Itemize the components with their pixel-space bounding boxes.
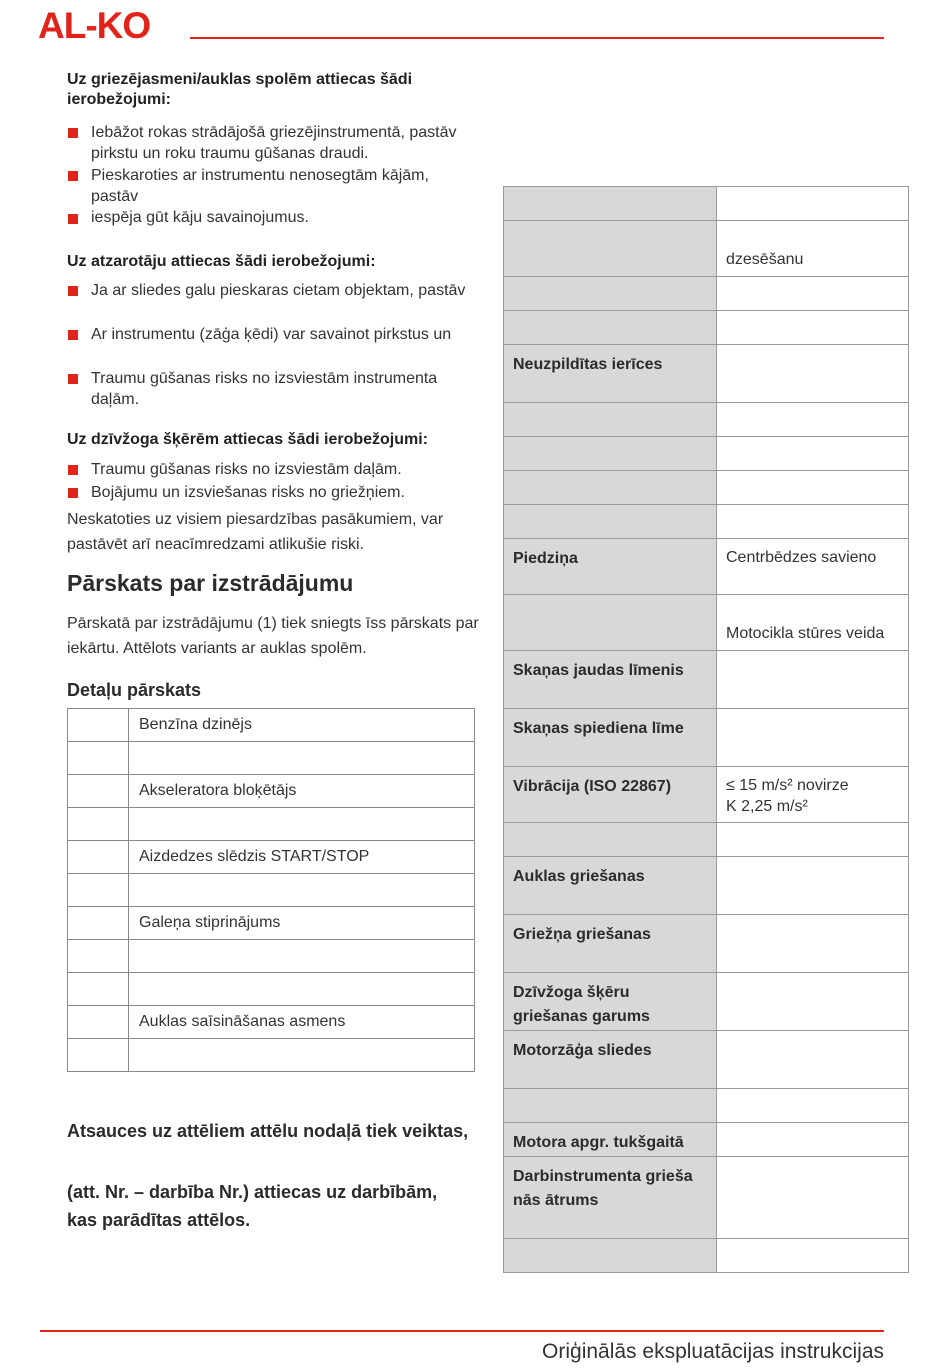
spec-label-cell: Vibrācija (ISO 22867) xyxy=(504,767,717,823)
spec-label-cell xyxy=(504,823,717,857)
bullet-square-icon xyxy=(68,214,78,224)
spec-label-cell xyxy=(504,505,717,539)
details-name-cell xyxy=(129,808,475,841)
spec-row xyxy=(504,1089,909,1123)
spec-row xyxy=(504,857,909,915)
details-name-cell: Benzīna dzinējs xyxy=(129,709,475,742)
spec-row xyxy=(504,471,909,505)
details-row xyxy=(68,841,475,874)
spec-label-cell xyxy=(504,1239,717,1273)
details-row xyxy=(68,907,475,940)
details-number-cell xyxy=(68,742,129,775)
spec-value-cell xyxy=(717,915,909,973)
details-number-cell xyxy=(68,907,129,940)
header-rule xyxy=(190,37,884,39)
details-row xyxy=(68,1006,475,1039)
restriction-1-item-2: Pieskaroties ar instrumentu nenosegtām kājām, pastāv iespēja gūt kāju savainojumus. xyxy=(67,165,479,228)
spec-row xyxy=(504,403,909,437)
spec-value-cell: Centrbēdzes savieno xyxy=(717,539,909,595)
spec-label-cell xyxy=(504,595,717,651)
details-row xyxy=(68,808,475,841)
spec-value-cell xyxy=(717,1031,909,1089)
details-name-cell: Akseleratora bloķētājs xyxy=(129,775,475,808)
details-heading: Detaļu pārskats xyxy=(67,680,202,700)
details-number-cell xyxy=(68,1039,129,1072)
spec-row xyxy=(504,277,909,311)
spec-value-cell xyxy=(717,505,909,539)
spec-row xyxy=(504,1031,909,1089)
spec-label-cell: Dzīvžoga šķēru griešanas garums xyxy=(504,973,717,1031)
spec-row xyxy=(504,505,909,539)
bullet-square-icon xyxy=(68,465,78,475)
details-name-cell: Auklas saīsināšanas asmens xyxy=(129,1006,475,1039)
spec-value-cell xyxy=(717,651,909,709)
spec-row xyxy=(504,915,909,973)
restriction-2-item-3: Traumu gūšanas risks no izsviestām instrumenta daļām. xyxy=(67,368,479,410)
overview-text: Pārskatā par izstrādājumu (1) tiek sniegts īss pārskats par iekārtu. Attēlots variants ar auklas spolēm. xyxy=(67,615,479,657)
details-row xyxy=(68,973,475,1006)
spec-label-cell xyxy=(504,471,717,505)
footer-title: Oriģinālās ekspluatācijas instrukcijas xyxy=(542,1340,884,1363)
details-name-cell xyxy=(129,940,475,973)
details-row xyxy=(68,874,475,907)
details-row xyxy=(68,709,475,742)
spec-label-cell xyxy=(504,403,717,437)
specs-table xyxy=(503,186,909,1273)
spec-label-cell xyxy=(504,311,717,345)
spec-row xyxy=(504,345,909,403)
spec-value-cell: dzesēšanu xyxy=(717,221,909,277)
spec-value-cell xyxy=(717,345,909,403)
spec-label-cell: Skaņas spiediena līme xyxy=(504,709,717,767)
residual-risks-text: Neskatoties uz visiem piesardzības pasākumiem, var pastāvēt arī neacīmredzami atlikušie riski. xyxy=(67,511,444,553)
spec-label-cell: Darbinstrumenta grieša nās ātrums xyxy=(504,1157,717,1239)
details-name-cell xyxy=(129,1039,475,1072)
details-name-cell xyxy=(129,973,475,1006)
bullet-square-icon xyxy=(68,286,78,296)
bullet-square-icon xyxy=(68,128,78,138)
spec-value-cell xyxy=(717,709,909,767)
bullet-square-icon xyxy=(68,488,78,498)
details-number-cell xyxy=(68,940,129,973)
spec-value-cell xyxy=(717,1089,909,1123)
spec-label-cell xyxy=(504,187,717,221)
spec-label-cell: Auklas griešanas xyxy=(504,857,717,915)
bullet-square-icon xyxy=(68,330,78,340)
spec-label-cell: Griežņa griešanas xyxy=(504,915,717,973)
spec-label-cell xyxy=(504,221,717,277)
spec-value-cell xyxy=(717,1239,909,1273)
restriction-3-item-1: Traumu gūšanas risks no izsviestām daļām. xyxy=(67,459,479,480)
details-name-cell: Galeņa stiprinājums xyxy=(129,907,475,940)
restriction-2-item-1: Ja ar sliedes galu pieskaras cietam objektam, pastāv xyxy=(67,280,479,301)
spec-value-cell xyxy=(717,857,909,915)
spec-row xyxy=(504,437,909,471)
spec-value-cell xyxy=(717,437,909,471)
spec-value-cell xyxy=(717,1157,909,1239)
logo-text: AL-KO xyxy=(38,6,151,42)
figure-references-text-2: (att. Nr. – darbība Nr.) attiecas uz darbībām, kas parādītas attēlos. xyxy=(67,1182,438,1230)
details-number-cell xyxy=(68,841,129,874)
spec-row xyxy=(504,973,909,1031)
details-number-cell xyxy=(68,808,129,841)
details-number-cell xyxy=(68,1006,129,1039)
bullet-square-icon xyxy=(68,171,78,181)
footer-rule xyxy=(40,1330,884,1332)
spec-row xyxy=(504,1239,909,1273)
spec-row xyxy=(504,651,909,709)
spec-label-cell xyxy=(504,437,717,471)
details-name-cell xyxy=(129,742,475,775)
spec-label-cell: Piedziņa xyxy=(504,539,717,595)
spec-value-cell xyxy=(717,311,909,345)
restrictions-3-title: Uz dzīvžoga šķērēm attiecas šādi ierobežojumi: xyxy=(67,431,429,448)
details-row xyxy=(68,742,475,775)
details-number-cell xyxy=(68,874,129,907)
restriction-2-item-2: Ar instrumentu (zāģa ķēdi) var savainot pirkstus un xyxy=(67,324,479,345)
spec-row xyxy=(504,539,909,595)
spec-label-cell: Skaņas jaudas līmenis xyxy=(504,651,717,709)
spec-value-cell xyxy=(717,973,909,1031)
details-name-cell: Aizdedzes slēdzis START/STOP xyxy=(129,841,475,874)
figure-references-text: Atsauces uz attēliem attēlu nodaļā tiek veiktas, xyxy=(67,1121,469,1141)
spec-row xyxy=(504,1123,909,1157)
spec-value-cell xyxy=(717,187,909,221)
spec-row xyxy=(504,311,909,345)
spec-row xyxy=(504,767,909,823)
details-number-cell xyxy=(68,775,129,808)
details-number-cell xyxy=(68,973,129,1006)
restrictions-1-title: Uz griezējasmeni/auklas spolēm attiecas šādi ierobežojumi: xyxy=(67,71,413,108)
restrictions-2-title: Uz atzarotāju attiecas šādi ierobežojumi: xyxy=(67,253,376,270)
spec-value-cell xyxy=(717,277,909,311)
spec-label-cell: Motorzāģa sliedes xyxy=(504,1031,717,1089)
spec-value-cell: Motocikla stūres veida xyxy=(717,595,909,651)
spec-label-cell xyxy=(504,277,717,311)
details-row xyxy=(68,1039,475,1072)
spec-value-cell: ≤ 15 m/s² novirze K 2,25 m/s² xyxy=(717,767,909,823)
spec-label-cell: Neuzpildītas ierīces xyxy=(504,345,717,403)
spec-row xyxy=(504,1157,909,1239)
spec-value-cell xyxy=(717,823,909,857)
spec-value-cell xyxy=(717,471,909,505)
details-name-cell xyxy=(129,874,475,907)
spec-row xyxy=(504,221,909,277)
spec-row xyxy=(504,709,909,767)
details-row xyxy=(68,775,475,808)
alko-logo xyxy=(38,6,182,42)
bullet-square-icon xyxy=(68,374,78,384)
spec-value-cell xyxy=(717,1123,909,1157)
details-row xyxy=(68,940,475,973)
spec-row xyxy=(504,595,909,651)
spec-label-cell xyxy=(504,1089,717,1123)
spec-row xyxy=(504,823,909,857)
restriction-3-item-2: Bojājumu un izsviešanas risks no griežņiem. xyxy=(67,482,479,503)
spec-row xyxy=(504,187,909,221)
details-number-cell xyxy=(68,709,129,742)
spec-label-cell: Motora apgr. tukšgaitā xyxy=(504,1123,717,1157)
overview-heading: Pārskats par izstrādājumu xyxy=(67,570,354,596)
details-table xyxy=(67,708,475,1072)
restriction-1-item-1: Iebāžot rokas strādājošā griezējinstrumentā, pastāv pirkstu un roku traumu gūšanas draudi. xyxy=(67,122,479,164)
spec-value-cell xyxy=(717,403,909,437)
